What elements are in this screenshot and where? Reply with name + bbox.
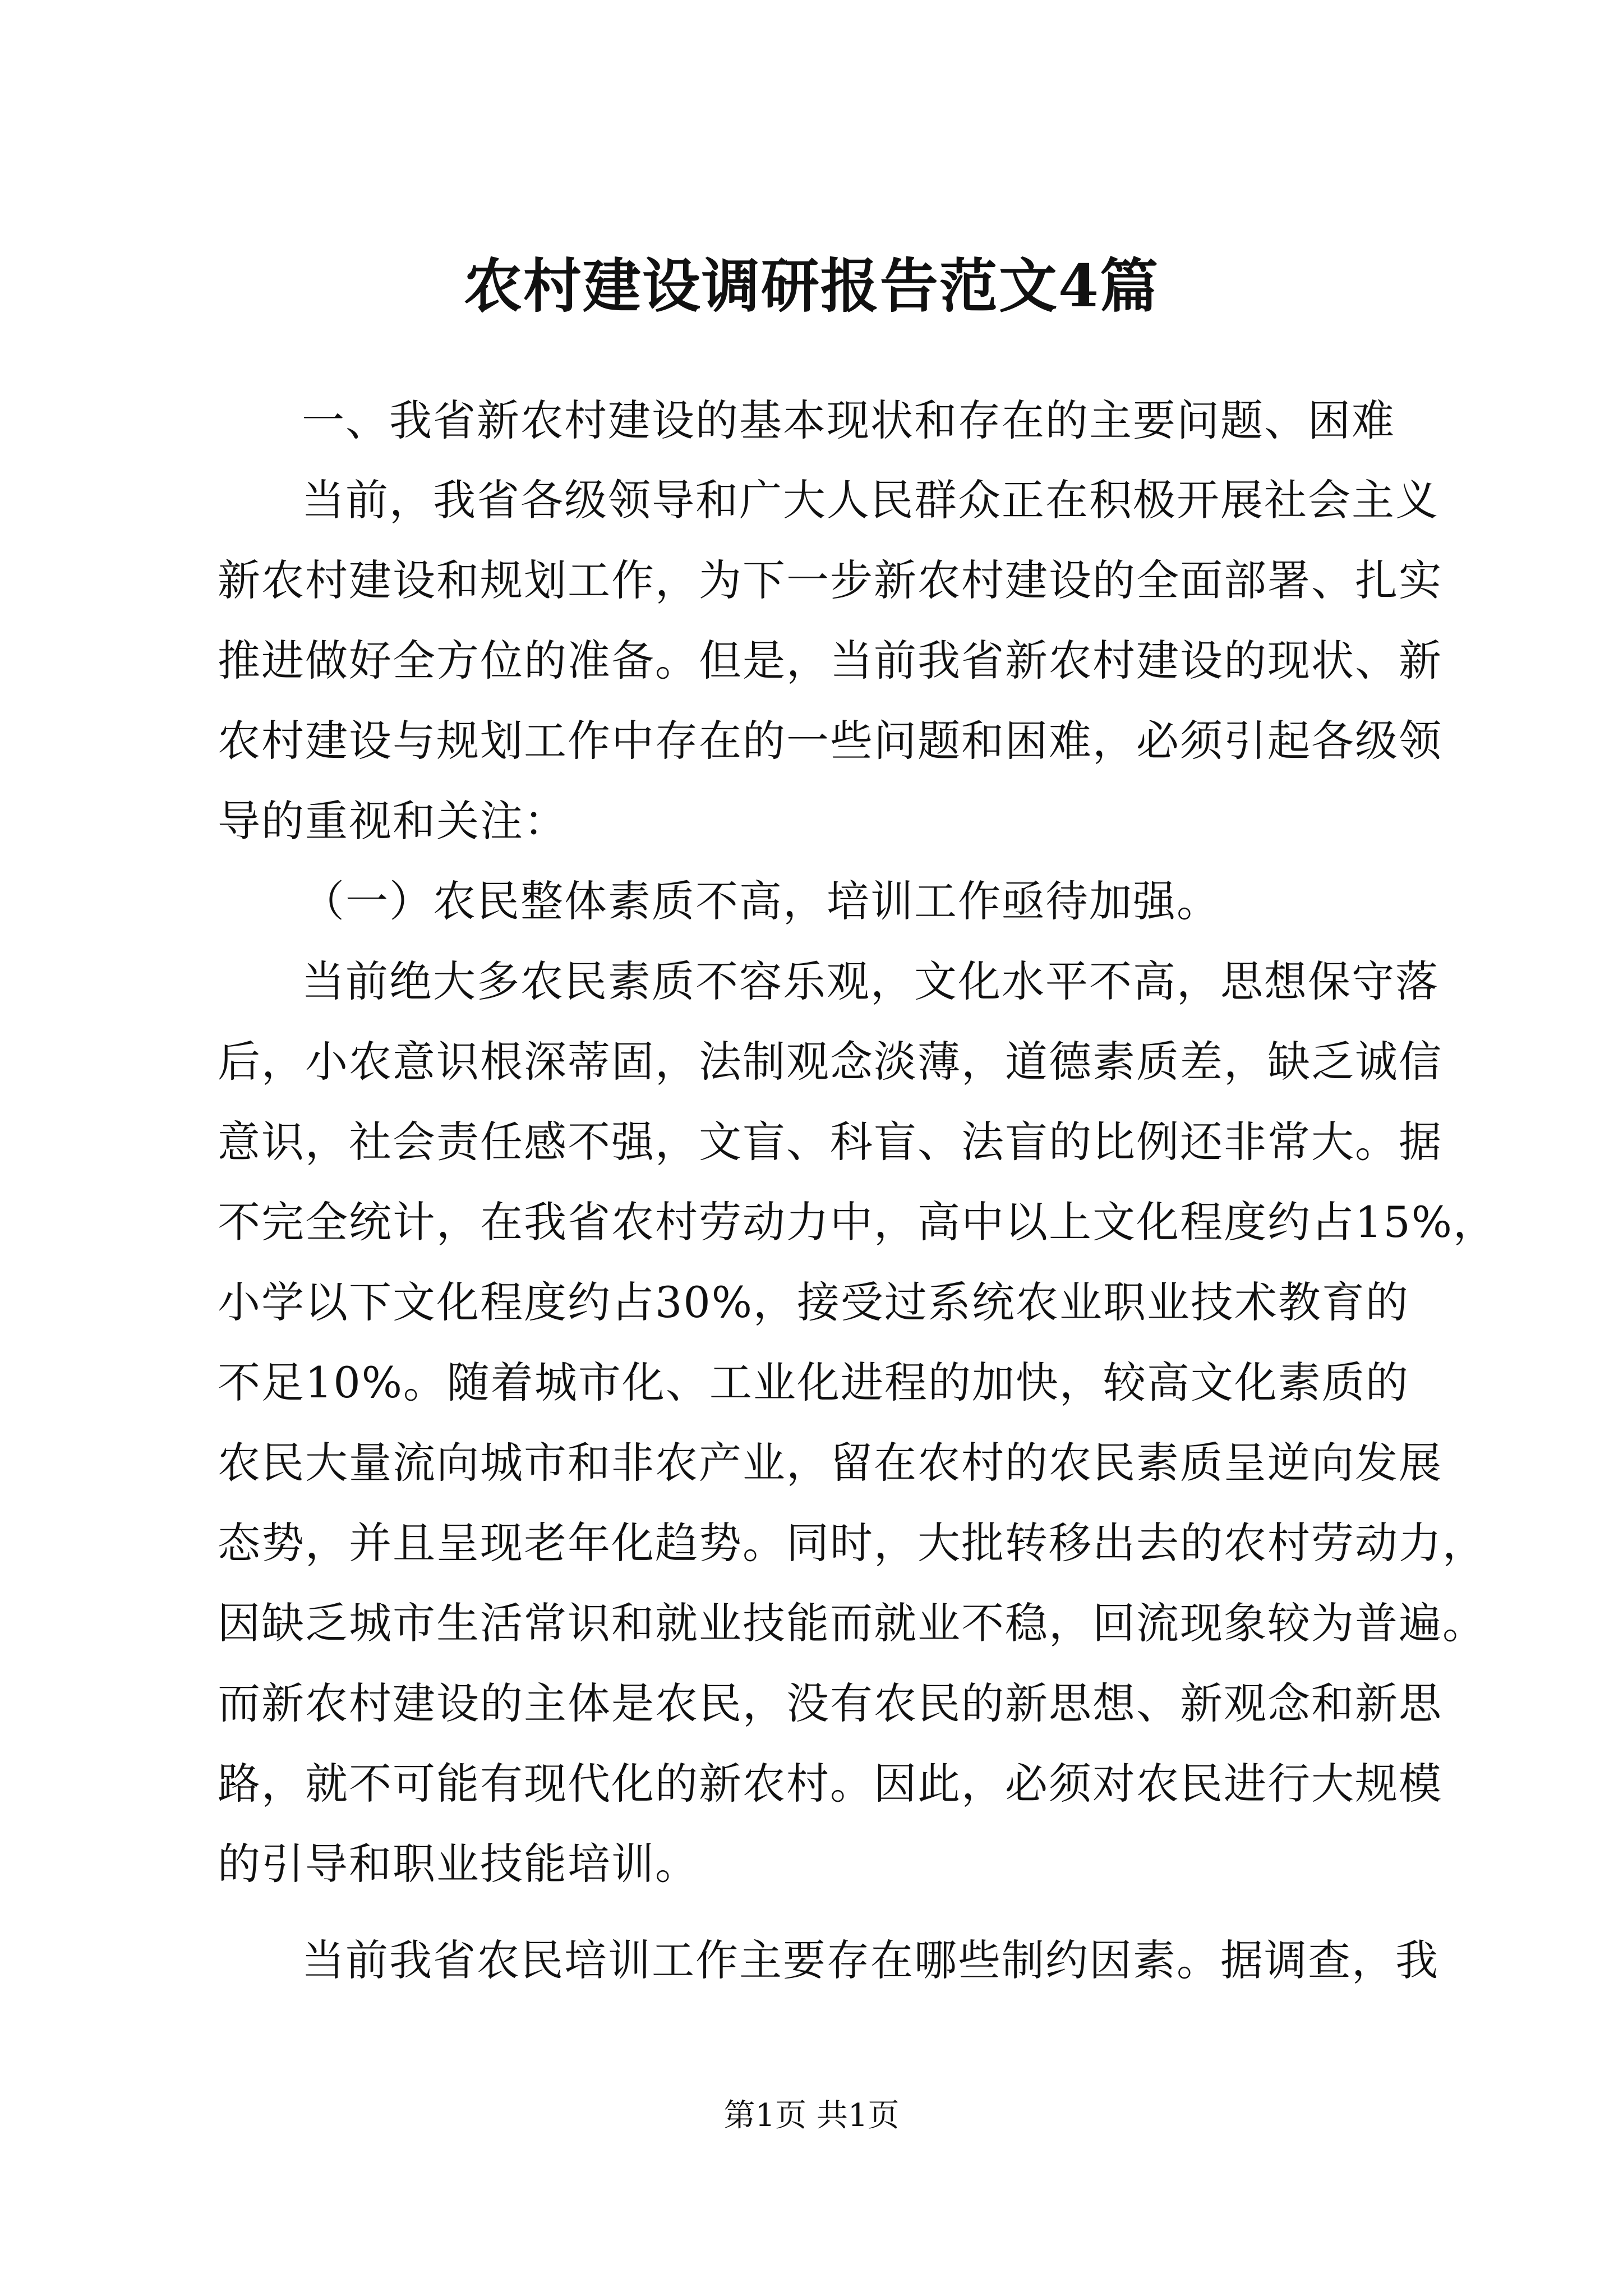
paragraph-line: 当前我省农民培训工作主要存在哪些制约因素。据调查，我 [302, 1935, 1439, 1985]
paragraph-line: 意识，社会责任感不强，文盲、科盲、法盲的比例还非常大。据 [218, 1117, 1442, 1167]
paragraph-line: 导的重视和关注： [218, 796, 568, 846]
paragraph-line: 新农村建设和规划工作，为下一步新农村建设的全面部署、扎实 [218, 555, 1442, 605]
paragraph-line: 而新农村建设的主体是农民，没有农民的新思想、新观念和新思 [218, 1678, 1442, 1728]
section-heading: 一、我省新农村建设的基本现状和存在的主要问题、困难 [302, 395, 1395, 445]
paragraph-line: 因缺乏城市生活常识和就业技能而就业不稳，回流现象较为普遍。 [218, 1598, 1486, 1648]
paragraph-line: 推进做好全方位的准备。但是，当前我省新农村建设的现状、新 [218, 636, 1442, 685]
paragraph-line: 态势，并且呈现老年化趋势。同时，大批转移出去的农村劳动力， [218, 1518, 1486, 1568]
paragraph-line: 当前，我省各级领导和广大人民群众正在积极开展社会主义 [302, 475, 1439, 525]
paragraph-line: 后，小农意识根深蒂固，法制观念淡薄，道德素质差，缺乏诚信 [218, 1037, 1442, 1087]
paragraph-line: 小学以下文化程度约占30%，接受过系统农业职业技术教育的 [218, 1277, 1409, 1327]
paragraph-line: 农民大量流向城市和非农产业，留在农村的农民素质呈逆向发展 [218, 1438, 1442, 1488]
paragraph-line: 的引导和职业技能培训。 [218, 1839, 699, 1889]
paragraph-line: 不完全统计，在我省农村劳动力中，高中以上文化程度约占15%， [218, 1197, 1497, 1247]
document-title: 农村建设调研报告范文4篇 [463, 251, 1160, 320]
paragraph-line: 农村建设与规划工作中存在的一些问题和困难，必须引起各级领 [218, 716, 1442, 766]
paragraph-line: 路，就不可能有现代化的新农村。因此，必须对农民进行大规模 [218, 1759, 1442, 1809]
page-footer: 第1页 共1页 [723, 2097, 900, 2134]
subsection-heading: （一）农民整体素质不高，培训工作亟待加强。 [302, 876, 1220, 926]
paragraph-line: 当前绝大多农民素质不容乐观，文化水平不高，思想保守落 [302, 956, 1439, 1006]
paragraph-line: 不足10%。随着城市化、工业化进程的加快，较高文化素质的 [218, 1358, 1409, 1407]
